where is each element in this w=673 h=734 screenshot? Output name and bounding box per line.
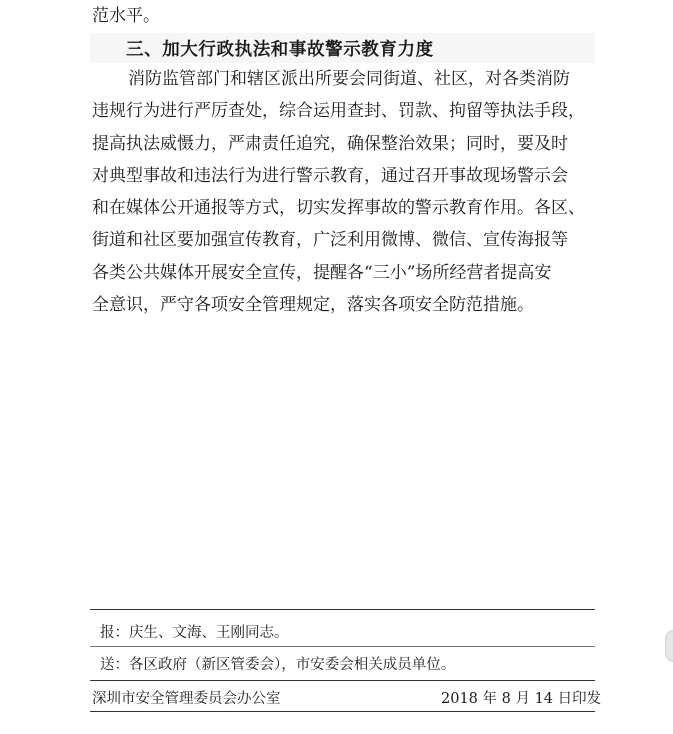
- section-heading-band: [90, 33, 595, 63]
- paragraph-line: 和在媒体公开通报等方式，切实发挥事故的警示教育作用。各区、: [92, 198, 585, 219]
- paragraph-line: 对典型事故和违法行为进行警示教育，通过召开事故现场警示会: [92, 165, 568, 186]
- footer-divider: [90, 680, 595, 681]
- paragraph-line: 全意识，严守各项安全管理规定，落实各项安全防范措施。: [92, 295, 534, 316]
- scroll-handle[interactable]: [665, 630, 673, 662]
- section-heading: 三、加大行政执法和事故警示教育力度: [126, 40, 434, 60]
- footer-top-rule: [90, 609, 595, 610]
- paragraph-line: 违规行为进行严厉查处，综合运用查封、罚款、拘留等执法手段，: [92, 101, 585, 122]
- previous-paragraph-tail: 范水平。: [92, 6, 160, 26]
- paragraph-line: 消防监管部门和辖区派出所要会同街道、社区，对各类消防: [128, 69, 570, 89]
- report-to-line: 报：庆生、文海、王刚同志。: [100, 625, 289, 641]
- paragraph-line: 各类公共媒体开展安全宣传，提醒各“三小”场所经营者提高安: [92, 262, 552, 283]
- footer-bottom-rule: [90, 711, 595, 712]
- paragraph-line: 街道和社区要加强宣传教育，广泛利用微博、微信、宣传海报等: [92, 230, 568, 251]
- body-paragraph: [92, 63, 597, 321]
- issuer-name: 深圳市安全管理委员会办公室: [92, 691, 281, 707]
- paragraph-line: 提高执法威慑力，严肃责任追究，确保整治效果；同时，要及时: [92, 133, 568, 154]
- send-to-line: 送：各区政府（新区管委会），市安委会相关成员单位。: [100, 657, 456, 673]
- issue-date: 2018 年 8 月 14 日印发: [441, 691, 602, 707]
- footer-divider: [90, 646, 595, 647]
